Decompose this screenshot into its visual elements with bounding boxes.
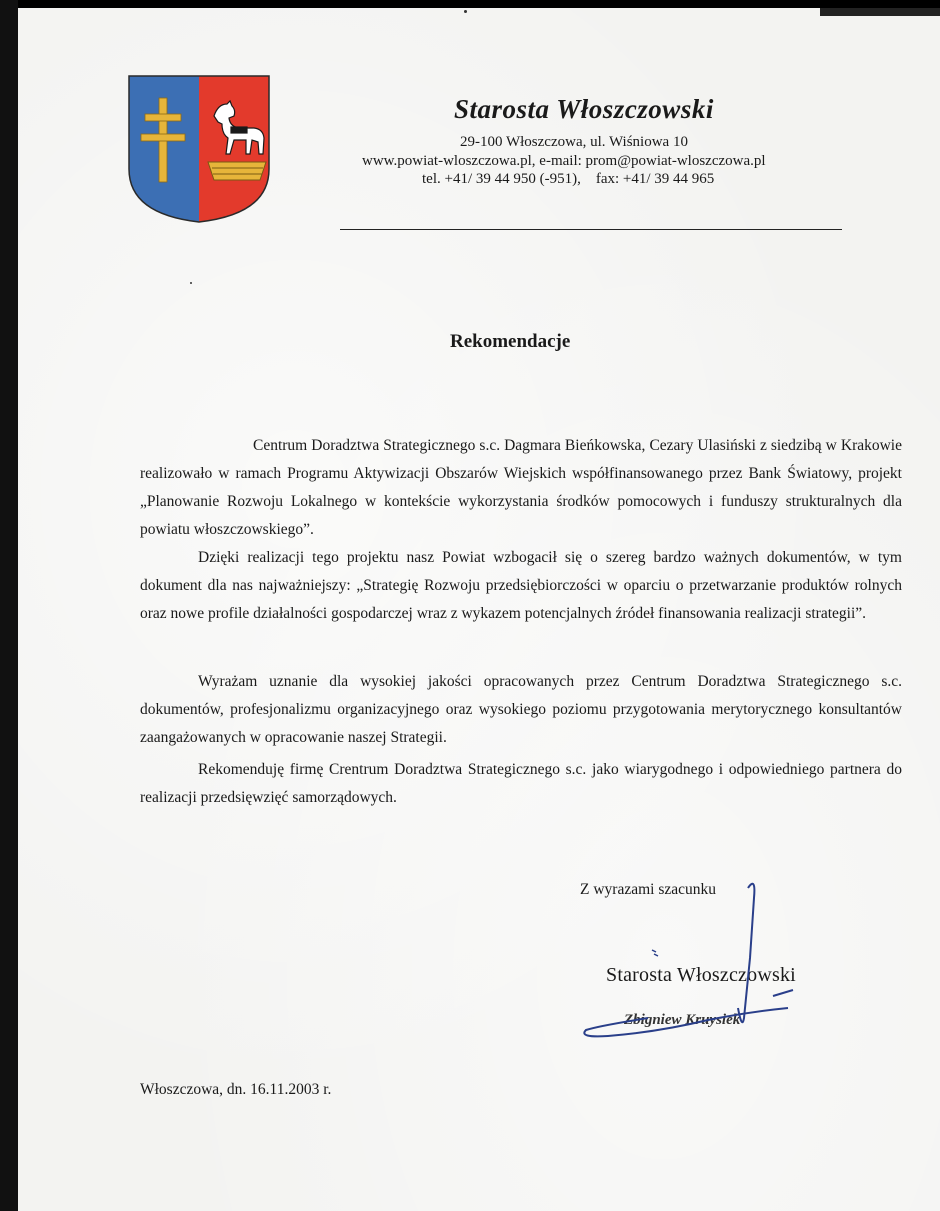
letter-page bbox=[18, 8, 940, 1211]
scan-speck bbox=[190, 282, 192, 284]
header-address: 29-100 Włoszczowa, ul. Wiśniowa 10 bbox=[460, 134, 688, 150]
signer-title: Starosta Włoszczowski bbox=[606, 964, 796, 986]
scan-border-left bbox=[0, 0, 18, 1211]
document-heading: Rekomendacje bbox=[450, 331, 571, 352]
place-date: Włoszczowa, dn. 16.11.2003 r. bbox=[140, 1081, 332, 1098]
scan-speck bbox=[464, 10, 467, 13]
paragraph-1: Centrum Doradztwa Strategicznego s.c. Dagmara Bieńkowska, Cezary Ulasiński z siedzibą w Krakowie realizowało w ramach Programu Aktywizacji Obszarów Wiejskich współfinansowanego przez Bank Światowy, projekt „Planowanie Rozwoju Lokalnego w kontekście wykorzystania środków pomocowych i funduszy strukturalnych dla powiatu włoszczowskiego”. bbox=[140, 437, 902, 538]
header-phone-fax: tel. +41/ 39 44 950 (-951), fax: +41/ 39 44 965 bbox=[422, 171, 715, 187]
sheaf-icon bbox=[208, 162, 266, 180]
paragraph-2: Dzięki realizacji tego projektu nasz Powiat wzbogacił się o szereg bardzo ważnych dokumentów, w tym dokument dla nas najważniejszy: „Strategię Rozwoju przedsiębiorczości w oparciu o przetwarzanie produktów rolnych oraz nowe profile działalności gospodarczej wraz z wykazem potencjalnych źródeł finansowania realizacji strategii”. bbox=[140, 549, 902, 622]
coat-of-arms-icon bbox=[126, 74, 272, 224]
signer-name: Zbigniew Kruysiek bbox=[624, 1012, 741, 1028]
page-title: Starosta Włoszczowski bbox=[454, 94, 714, 124]
header-web-email: www.powiat-wloszczowa.pl, e-mail: prom@powiat-wloszczowa.pl bbox=[362, 153, 766, 169]
closing-phrase: Z wyrazami szacunku bbox=[580, 881, 716, 898]
scan-border-top bbox=[820, 8, 940, 16]
header-divider bbox=[340, 229, 842, 230]
paragraph-3: Wyrażam uznanie dla wysokiej jakości opracowanych przez Centrum Doradztwa Strategicznego s.c. dokumentów, profesjonalizmu organizacyjnego oraz wysokiego poziomu przygotowania merytorycznego konsultantów zaangażowanych w opracowanie naszej Strategii. bbox=[140, 673, 902, 746]
paragraph-4: Rekomenduję firmę Crentrum Doradztwa Strategicznego s.c. jako wiarygodnego i odpowiedniego partnera do realizacji przedsięwzięć samorządowych. bbox=[140, 761, 902, 806]
